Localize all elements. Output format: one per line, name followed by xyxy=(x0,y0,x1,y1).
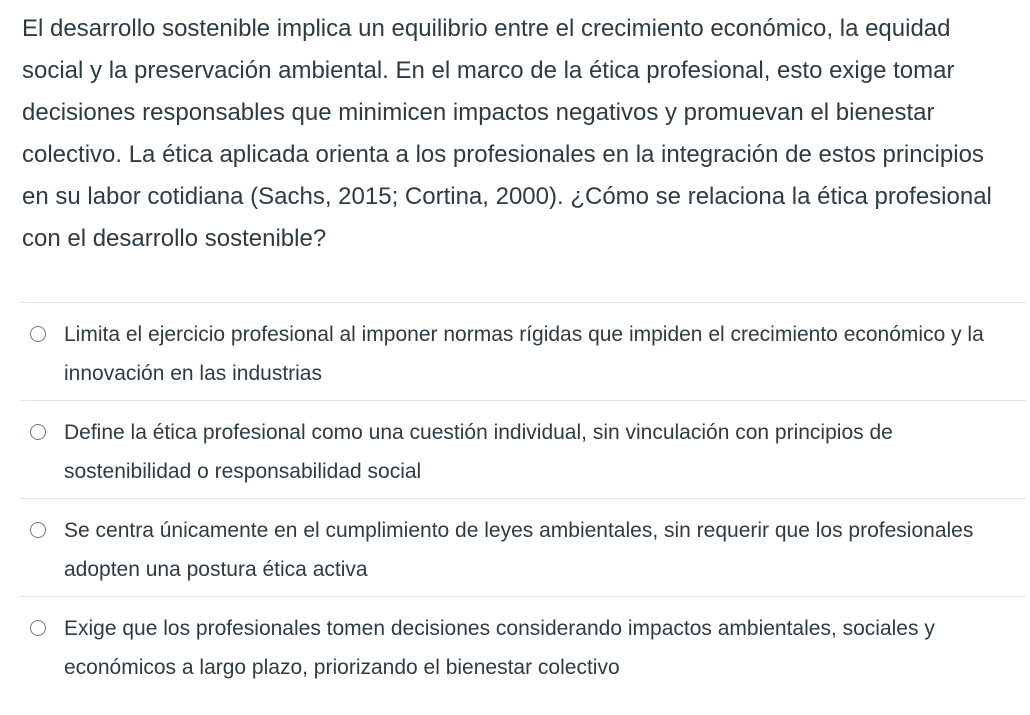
answer-label[interactable]: Exige que los profesionales tomen decisiones considerando impactos ambientales, sociales y económicos a largo plazo, priorizando el bienestar colectivo xyxy=(64,617,935,679)
answer-option-2[interactable] xyxy=(20,401,1026,499)
radio-button-icon[interactable] xyxy=(30,326,46,342)
answer-list xyxy=(20,302,1026,695)
answer-option-4[interactable] xyxy=(20,597,1026,695)
answer-option-3[interactable] xyxy=(20,499,1026,597)
radio-button-icon[interactable] xyxy=(30,620,46,636)
radio-button-icon[interactable] xyxy=(30,522,46,538)
question-text: El desarrollo sostenible implica un equilibrio entre el crecimiento económico, la equidad social y la preservación ambiental. En el marco de la ética profesional, esto exige tomar decisiones responsables que minimicen impactos negativos y promuevan el bienestar colectivo. La ética aplicada orienta a los profesionales en la integración de estos principios en su labor cotidiana (Sachs, 2015; Cortina, 2000). ¿Cómo se relaciona la ética profesional con el desarrollo sostenible? xyxy=(22,15,992,252)
answer-label[interactable]: Se centra únicamente en el cumplimiento de leyes ambientales, sin requerir que los profesionales adopten una postura ética activa xyxy=(64,519,974,581)
answer-label[interactable]: Limita el ejercicio profesional al imponer normas rígidas que impiden el crecimiento económico y la innovación en las industrias xyxy=(64,323,984,385)
answer-option-1[interactable] xyxy=(20,303,1026,401)
answer-label[interactable]: Define la ética profesional como una cuestión individual, sin vinculación con principios de sostenibilidad o responsabilidad social xyxy=(64,421,893,483)
radio-button-icon[interactable] xyxy=(30,424,46,440)
